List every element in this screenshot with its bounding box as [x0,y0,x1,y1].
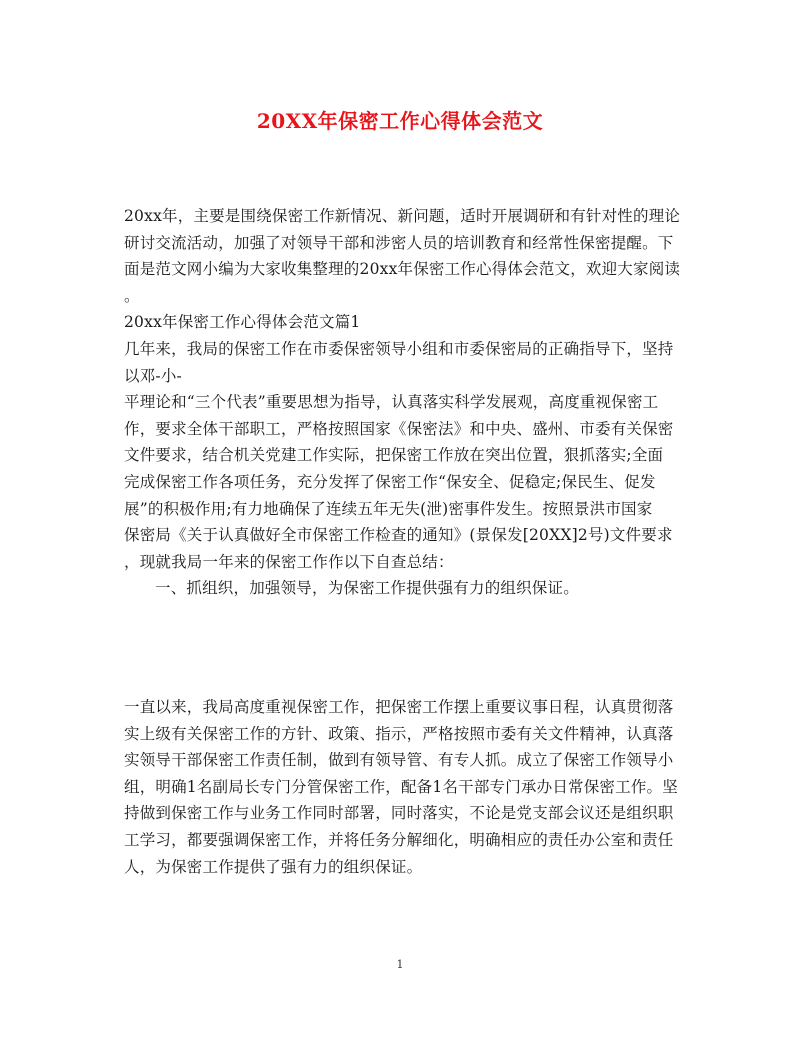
body-line: 完成保密工作各项任务，充分发挥了保密工作“保安全、促稳定;保民生、促发 [124,472,656,491]
document-title: 20XX年保密工作心得体会范文 [256,109,544,133]
body-line: 作，要求全体干部职工，严格按照国家《保密法》和中央、盛州、市委有关保密 [124,419,674,438]
body-line: 保密局《关于认真做好全市保密工作检查的通知》(景保发[20XX]2号)文件要求 [124,526,673,545]
paragraph-line: 组，明确1名副局长专门分管保密工作，配备1名干部专门承办日常保密工作。坚 [124,777,678,796]
document-body-section-2 [124,694,680,880]
document-body-section-1 [124,203,680,602]
paragraph-line: 一直以来，我局高度重视保密工作，把保密工作摆上重要议事日程，认真贯彻落 [124,698,674,716]
body-line: 平理论和“三个代表”重要思想为指导，认真落实科学发展观，高度重视保密工 [124,393,659,412]
paragraph-line: 工学习，都要强调保密工作，并将任务分解细化，明确相应的责任办公室和责任 [124,830,674,849]
paragraph-line: 实领导干部保密工作责任制，做到有领导管、有专人抓。成立了保密工作领导小 [124,751,674,770]
intro-line: 。 [124,286,140,305]
paragraph-line: 人，为保密工作提供了强有力的组织保证。 [124,857,423,876]
subheading: 一、抓组织，加强领导，为保密工作提供强有力的组织保证。 [155,579,579,598]
body-line: 几年来，我局的保密工作在市委保密领导小组和市委保密局的正确指导下，坚持 [124,339,674,358]
intro-line: 研讨交流活动，加强了对领导干部和涉密人员的培训教育和经常性保密提醒。下 [124,233,674,252]
section-heading: 20xx年保密工作心得体会范文篇1 [124,313,361,332]
body-line: ，现就我局一年来的保密工作作以下自查总结： [124,552,454,571]
intro-line: 20xx年，主要是围绕保密工作新情况、新问题，适时开展调研和有针对性的理论 [124,207,681,225]
body-line: 文件要求，结合机关党建工作实际，把保密工作放在突出位置，狠抓落实;全面 [124,446,664,465]
page-number: 1 [396,958,404,971]
body-line: 以邓-小- [124,366,182,385]
body-line: 展”的积极作用;有力地确保了连续五年无失(泄)密事件发生。按照景洪市国家 [124,499,653,518]
intro-line: 面是范文网小编为大家收集整理的20xx年保密工作心得体会范文，欢迎大家阅读 [124,260,681,279]
paragraph-line: 持做到保密工作与业务工作同时部署，同时落实，不论是党支部会议还是组织职 [124,804,674,823]
paragraph-line: 实上级有关保密工作的方针、政策、指示，严格按照市委有关文件精神，认真落 [124,724,674,743]
